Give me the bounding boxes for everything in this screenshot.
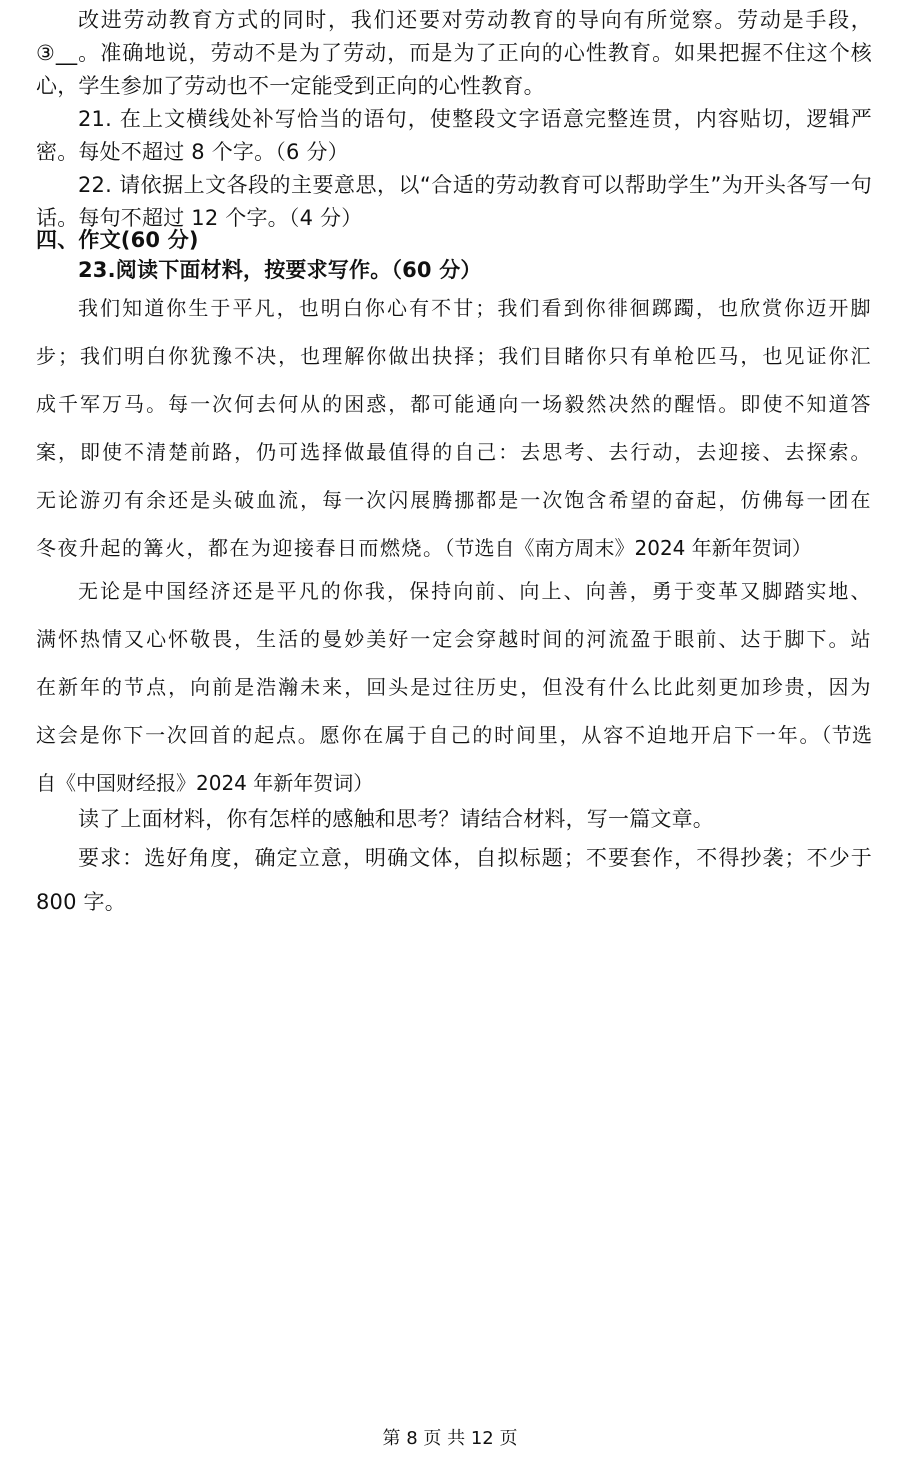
material-1-source: （节选自《南方周末》2024 年新年贺词） <box>444 536 812 560</box>
material-1-text: 我们知道你生于平凡，也明白你心有不甘；我们看到你徘徊踯躅，也欣赏你迈开脚步；我们明白你犹豫不决，也理解你做出抉择；我们目睹你只有单枪匹马，也见证你汇成千军万马。每一次何去何从的困惑，都可能通向一场毅然决然的醒悟。即使不知道答案，即使不清楚前路，仍可选择做最值得的自己：去思考、去行动，去迎接、去探索。无论游刃有余还是头破血流，每一次闪展腾挪都是一次饱含希望的奋起，仿佛每一团在冬夜升起的篝火，都在为迎接春日而燃烧。 <box>36 296 872 560</box>
question-23-prompt: 23.阅读下面材料，按要求写作。（60 分） <box>78 258 482 282</box>
section-title-composition: 四、作文(60 分) <box>36 228 199 252</box>
paragraph-labor-education: 改进劳动教育方式的同时，我们还要对劳动教育的导向有所觉察。劳动是手段，③__。准确地说，劳动不是为了劳动，而是为了正向的心性教育。如果把握不住这个核心，学生参加了劳动也不一定能受到正向的心性教育。 <box>36 8 872 98</box>
material-excerpt-1 <box>36 284 872 572</box>
material-2-text: 无论是中国经济还是平凡的你我，保持向前、向上、向善，勇于变革又脚踏实地、满怀热情又心怀敬畏，生活的曼妙美好一定会穿越时间的河流盈于眼前、达于脚下。站在新年的节点，向前是浩瀚未来，回头是过往历史，但没有什么比此刻更加珍贵，因为这会是你下一次回首的起点。愿你在属于自己的时间里，从容不迫地开启下一年。 <box>36 579 872 747</box>
page-number-footer: 第 8 页 共 12 页 <box>382 1428 518 1449</box>
writing-prompt: 读了上面材料，你有怎样的感触和思考？请结合材料，写一篇文章。 <box>78 807 714 831</box>
writing-requirements: 要求：选好角度，确定立意，明确文体，自拟标题；不要套作，不得抄袭；不少于 800 字。 <box>36 846 872 914</box>
question-22: 22. 请依据上文各段的主要意思，以“合适的劳动教育可以帮助学生”为开头各写一句话。每句不超过 12 个字。（4 分） <box>36 173 872 230</box>
material-2-source: （节选自《中国财经报》2024 年新年贺词） <box>36 723 873 795</box>
material-excerpt-2 <box>36 567 872 807</box>
question-21: 21. 在上文横线处补写恰当的语句，使整段文字语意完整连贯，内容贴切，逻辑严密。每处不超过 8 个字。（6 分） <box>36 107 872 164</box>
